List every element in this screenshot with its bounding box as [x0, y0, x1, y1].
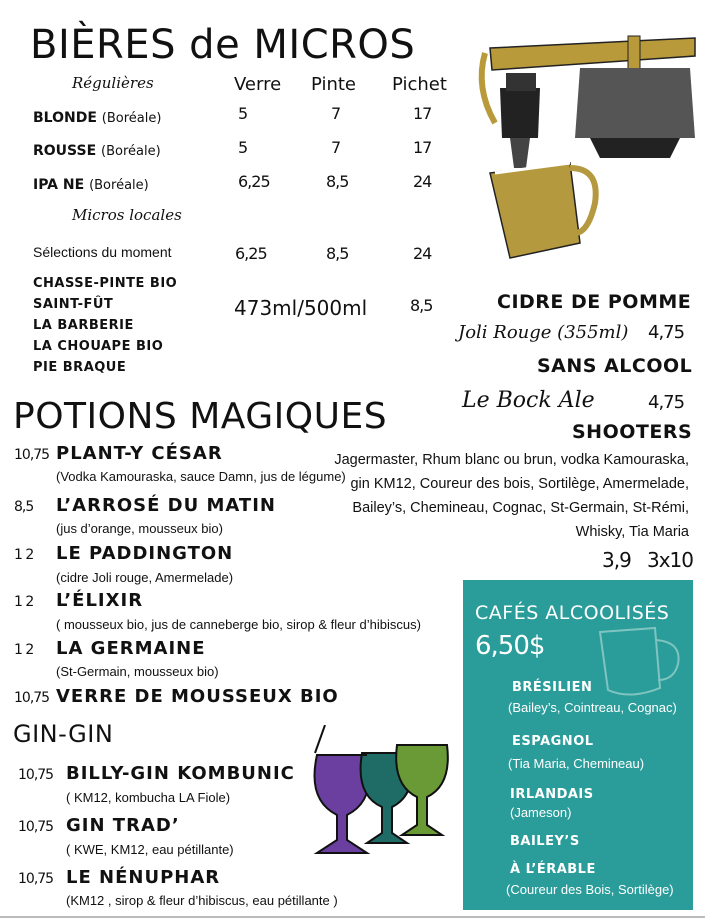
- cafe-item-name: IRLANDAIS: [510, 787, 594, 802]
- selections-label: Sélections du moment: [33, 244, 172, 260]
- potion-name: LA GERMAINE: [56, 638, 206, 659]
- cafe-item-name: À L’ÉRABLE: [510, 862, 596, 877]
- gin-price: 10,75: [18, 819, 54, 835]
- coffee-mug-icon: [590, 620, 690, 710]
- shooters-price-multi: 3x10: [647, 548, 694, 572]
- cafe-item-name: ESPAGNOL: [512, 734, 594, 749]
- format-price: 8,5: [410, 296, 433, 315]
- beer-price-pichet: 17: [413, 104, 432, 123]
- potion-price: 8,5: [14, 499, 34, 515]
- cafe-item-desc: (Bailey’s, Cointreau, Cognac): [508, 700, 677, 715]
- gin-desc: ( KWE, KM12, eau pétillante): [66, 842, 234, 857]
- potion-price: 1 2: [14, 642, 34, 658]
- col-pinte: Pinte: [311, 74, 356, 95]
- beer-price-pinte: 7: [331, 104, 341, 123]
- potion-name: LE PADDINGTON: [56, 543, 234, 564]
- beer-price-pinte: 8,5: [326, 172, 349, 191]
- beer-price-verre: 5: [238, 138, 248, 157]
- micros-label: Micros locales: [72, 206, 182, 224]
- micro-list: [33, 273, 177, 378]
- gin-price: 10,75: [18, 767, 54, 783]
- potion-desc: (cidre Joli rouge, Amermelade): [56, 570, 234, 585]
- micro-item: LA BARBERIE: [33, 318, 134, 333]
- shooters-line: Bailey’s, Chemineau, Cognac, St-Germain, St-Rémi,: [352, 500, 689, 516]
- bieres-title: BIÈRES de MICROS: [30, 22, 416, 68]
- gin-name: LE NÉNUPHAR: [66, 867, 221, 888]
- cafe-item-name: BRÉSILIEN: [512, 680, 593, 695]
- selections-pichet: 24: [413, 244, 432, 263]
- beer-row-name: BLONDE (Boréale): [33, 110, 162, 126]
- micro-item: LA CHOUAPE BIO: [33, 339, 164, 354]
- gin-name: BILLY-GIN KOMBUNIC: [66, 763, 295, 784]
- gin-desc: ( KM12, kombucha LA Fiole): [66, 790, 231, 805]
- potion-price: 1 2: [14, 594, 34, 610]
- beer-price-pinte: 7: [331, 138, 341, 157]
- col-verre: Verre: [234, 74, 282, 95]
- beer-row-name: ROUSSE (Boréale): [33, 143, 161, 159]
- gin-desc: (KM12 , sirop & fleur d’hibiscus, eau pétillante ): [66, 893, 338, 908]
- cocktail-glasses-illustration: [297, 725, 457, 865]
- selections-verre: 6,25: [235, 244, 267, 263]
- shooters-line: Whisky, Tia Maria: [575, 524, 689, 540]
- beer-price-pichet: 17: [413, 138, 432, 157]
- cafe-item-desc: (Jameson): [510, 805, 572, 820]
- sans-alcool-title: SANS ALCOOL: [537, 355, 693, 377]
- potion-price: 1 2: [14, 547, 34, 563]
- format-label: 473ml/500ml: [234, 296, 368, 320]
- cafes-title: CAFÉS ALCOOLISÉS: [475, 602, 670, 624]
- beer-price-verre: 5: [238, 104, 248, 123]
- gin-name: GIN TRAD’: [66, 815, 180, 836]
- cafe-item-desc: (Coureur des Bois, Sortilège): [506, 882, 674, 897]
- shooters-line: gin KM12, Coureur des bois, Sortilège, Amermelade,: [350, 476, 689, 492]
- shooters-list: [309, 448, 689, 544]
- beer-tap-illustration: [470, 28, 700, 278]
- selections-pinte: 8,5: [326, 244, 349, 263]
- potion-name: VERRE DE MOUSSEUX BIO: [56, 686, 339, 707]
- shooters-line: Jagermaster, Rhum blanc ou brun, vodka Kamouraska,: [334, 452, 689, 468]
- sans-alcool-item: Le Bock Ale: [462, 388, 595, 413]
- potion-name: L’ÉLIXIR: [56, 590, 144, 611]
- beer-price-pichet: 24: [413, 172, 432, 191]
- beer-price-verre: 6,25: [238, 172, 270, 191]
- micro-item: CHASSE-PINTE BIO: [33, 276, 178, 291]
- potion-desc: (jus d’orange, mousseux bio): [56, 521, 223, 536]
- regulieres-label: Régulières: [72, 74, 154, 92]
- cidre-title: CIDRE DE POMME: [497, 291, 692, 313]
- potion-desc: (St-Germain, mousseux bio): [56, 664, 219, 679]
- potion-name: L’ARROSÉ DU MATIN: [56, 495, 276, 516]
- gin-price: 10,75: [18, 871, 54, 887]
- potion-desc: ( mousseux bio, jus de canneberge bio, sirop & fleur d’hibiscus): [56, 617, 421, 632]
- potion-price: 10,75: [14, 447, 50, 463]
- shooters-title: SHOOTERS: [572, 421, 693, 443]
- micro-item: SAINT-FÛT: [33, 297, 114, 312]
- cidre-price: 4,75: [648, 322, 685, 343]
- shooters-price-single: 3,9: [602, 548, 631, 572]
- cafes-price: 6,50$: [475, 631, 545, 661]
- potion-name: PLANT-Y CÉSAR: [56, 443, 223, 464]
- potion-desc: (Vodka Kamouraska, sauce Damn, jus de légume): [56, 469, 346, 484]
- potions-title: POTIONS MAGIQUES: [13, 396, 388, 437]
- cafe-item-desc: (Tia Maria, Chemineau): [508, 756, 645, 771]
- gin-title: GIN-GIN: [13, 720, 114, 748]
- cidre-item: Joli Rouge (355ml): [458, 322, 629, 343]
- sans-alcool-price: 4,75: [648, 392, 685, 413]
- col-pichet: Pichet: [392, 74, 447, 95]
- beer-row-name: IPA NE (Boréale): [33, 177, 149, 193]
- cafe-item-name: BAILEY’S: [510, 834, 580, 849]
- micro-item: PIE BRAQUE: [33, 360, 127, 375]
- potion-price: 10,75: [14, 690, 50, 706]
